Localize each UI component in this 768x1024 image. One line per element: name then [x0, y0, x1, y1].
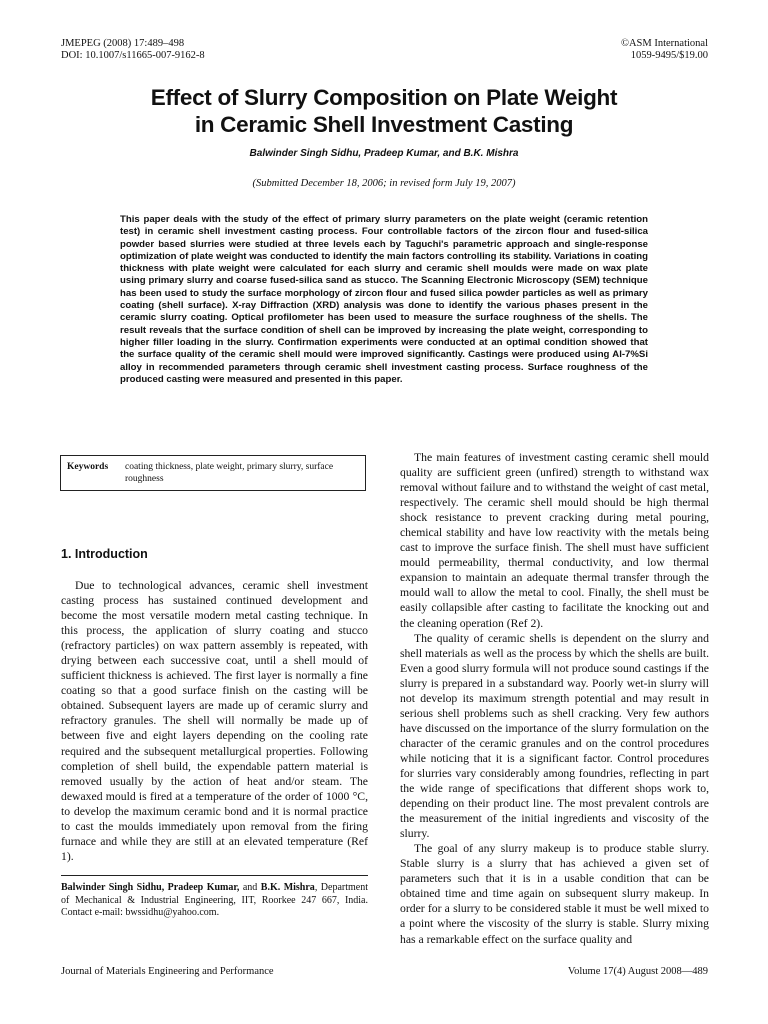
left-column: [61, 578, 368, 864]
intro-paragraph-2: The main features of investment casting ceramic shell mould quality are sufficient green (unfired) strength to withstand wax removal without failure and to withstand the weight of cast metal, respectively. The ceramic shell mould should be high thermal shock resistance to prevent cracking during metal pouring, chemical stability and have low reactivity with the metals being cast to improve the surface finish. The shell must have sufficient mould permeability, thermal conductivity, and low thermal expansion to maintain an adequate thermal transfer through the mould wall to allow the metal to cool. Finally, the shell must be easily collapsible after casting to facilitate the knocking out and the cleaning operation (Ref 2).: [400, 451, 709, 630]
footnote-affiliation: , Department of Mechanical & Industrial Engineering, IIT, Roorkee 247 667, India. Contact e-mail: bwssidhu@yahoo.com.: [61, 882, 368, 918]
section-heading-introduction: 1. Introduction: [61, 547, 148, 561]
authors: Balwinder Singh Sidhu, Pradeep Kumar, and B.K. Mishra: [249, 148, 519, 159]
intro-paragraph-3: The quality of ceramic shells is dependent on the slurry and shell materials as well as the process by which the shells are built. Even a good slurry formula will not produce sound castings if the slurry is prepared in a substandard way. Poorly wet-in slurry will not develop its maximum strength potential and may result in serious shell problems such as shell cracking. Very few authors have discussed on the importance of the slurry formulation on the character of the ceramic granules and on the control procedures while noticing that it is a significant factor. Control procedures for slurries vary considerably among foundries, reflecting in part the wide range of specifications that different shops work to, depending on their product line. The most prevalent controls are the measurement of the initial ingredients and viscosity of the slurry.: [400, 631, 709, 841]
abstract: This paper deals with the study of the effect of primary slurry parameters on the plate weight (ceramic retention test) in ceramic shell investment casting process. Four controllable factors of the zircon flour and fused-silica powder based slurries were studied at three levels each by Taguchi's parametric approach and single-response optimization of plate weight was conducted to identify the main factors controlling its stability. Variations in coating thickness with plate weight were calculated for each slurry and ceramic shell moulds were made on wax plate using primary slurry and coarse fused-silica sand as stucco. The Scanning Electronic Microscopy (SEM) technique has been used to study the surface morphology of zircon flour and fused silica powder particles as well as primary coating (shell surface). X-ray Diffraction (XRD) analysis was done to identify the various phases present in the ceramic slurry coating. Optical profilometer has been used to measure the surface roughness of the shells. The result reveals that the surface condition of shell can be improved by increasing the plate weight, corresponding to higher filler loading in the slurry. Confirmation experiments were conducted at an optimal condition showed that the surface quality of the ceramic shell mould were improved significantly. Castings were produced using Al-7%Si alloy in recommended parameters through ceramic shell investment casting process. Surface roughness of the produced casting were measured and presented in this paper.: [120, 214, 648, 385]
article-title: [0, 84, 768, 138]
doi: DOI: 10.1007/s11665-007-9162-8: [61, 50, 205, 61]
issn-price: 1059-9495/$19.00: [630, 50, 708, 61]
footer-volume-page: Volume 17(4) August 2008—489: [567, 966, 708, 977]
keywords-box: [60, 455, 366, 491]
intro-paragraph-1: Due to technological advances, ceramic shell investment casting process has sustained continued development and become the most versatile modern metal casting technique. In this process, the application of slurry coating and stucco (refractory particles) on wax pattern assembly is repeated, with drying between each successive coat, until a shell mould of sufficient thickness is achieved. The first layer is normally a fine coating so that a good surface finish on the casting will be obtained. Subsequent layers are made up of ceramic slurry and refractory granules. The shell will normally be made up of between five and eight layers depending on the cooling rate required and the subsequent metallurgical properties. Following completion of shell build, the expendable pattern material is removed usually by the action of heat and/or steam. The dewaxed mould is fired at a temperature of the order of 1000 °C, to develop the maximum ceramic bond and it is normal practice to cast the moulds immediately upon removal from the firing furnace and while they are still at an elevated temperature (Ref 1).: [61, 579, 368, 863]
right-column: [400, 450, 709, 947]
title-line-1: Effect of Slurry Composition on Plate Weight: [150, 85, 618, 110]
footnote-authors-a: Balwinder Singh Sidhu, Pradeep Kumar,: [61, 882, 240, 893]
running-header-left: [61, 38, 205, 62]
footer-journal: Journal of Materials Engineering and Performance: [61, 966, 274, 977]
intro-paragraph-4: The goal of any slurry makeup is to produce stable slurry. Stable slurry is a slurry that has achieved a given set of parameters such that it is in a usable condition that can be obtained time and time again on subsequent slurry makeup. In order for a slurry to be considered stable it must be well mixed to a point where the viscosity of the slurry is stable. Slurry mixing has a remarkable effect on the surface quality and: [400, 842, 709, 946]
submission-dates: (Submitted December 18, 2006; in revised form July 19, 2007): [252, 178, 516, 189]
keywords-text: coating thickness, plate weight, primary slurry, surface roughness: [125, 462, 334, 484]
footnote-authors-b: B.K. Mishra: [260, 882, 315, 893]
journal-citation: JMEPEG (2008) 17:489–498: [61, 38, 185, 49]
keywords-label: Keywords: [67, 462, 109, 472]
footnote-rule: [61, 875, 368, 876]
title-line-2: in Ceramic Shell Investment Casting: [194, 112, 574, 137]
footnote-and: and: [239, 882, 261, 893]
publisher: ©ASM International: [620, 38, 708, 49]
author-footnote: [61, 882, 368, 920]
running-header-right: [621, 38, 708, 62]
